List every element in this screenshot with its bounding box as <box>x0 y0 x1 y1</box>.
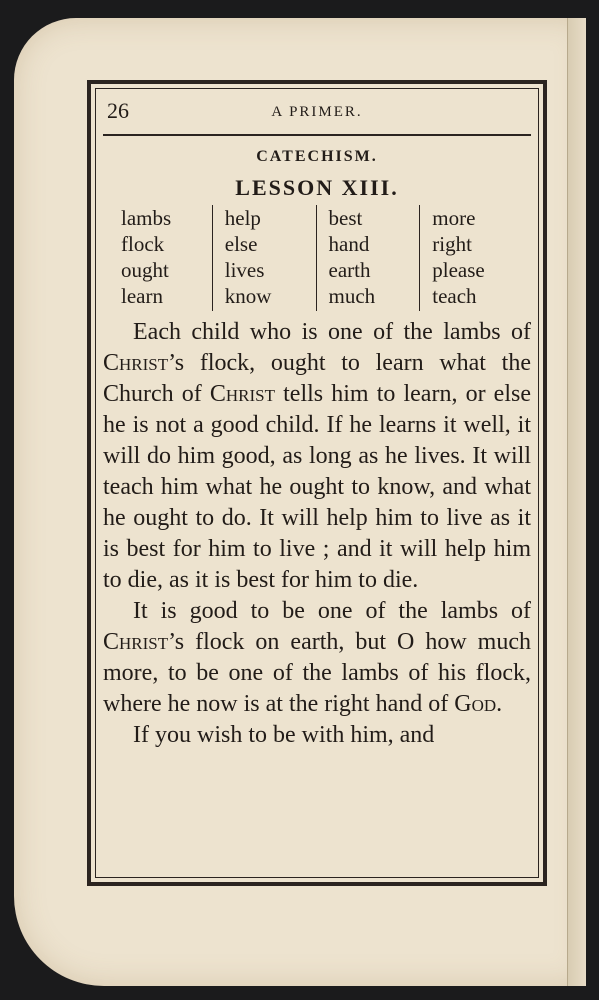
word: hand <box>328 232 370 256</box>
word: right <box>432 232 472 256</box>
word: lambs <box>121 206 172 230</box>
word-column <box>212 205 316 311</box>
word: much <box>328 284 376 308</box>
word: earth <box>328 258 371 282</box>
word: flock <box>121 232 165 256</box>
next-page-edge <box>567 18 586 986</box>
lesson-body <box>103 317 531 751</box>
word: more <box>432 206 476 230</box>
word-column <box>419 205 523 311</box>
paragraph: If you wish to be with him, and <box>133 722 435 748</box>
word-column <box>316 205 420 311</box>
word: teach <box>432 284 477 308</box>
word: know <box>224 284 272 308</box>
word: learn <box>121 284 163 308</box>
word: help <box>224 206 261 230</box>
paragraph: It is good to be one of the lambs of Christ’s flock on earth, but O how much more, to be one of the lambs of his flock, where he now is at the right hand of God. <box>103 598 531 717</box>
spelling-word-table <box>113 205 523 311</box>
word: ought <box>121 258 169 282</box>
word: lives <box>224 258 265 282</box>
paragraph: Each child who is one of the lambs of Christ’s flock, ought to learn what the Church of Christ tells him to learn, or else he is not a good child. If he learns it well, it will do him good, as long as he lives. It will teach him what he ought to know, and what he ought to do. It will help him to live as it is best for him to live ; and it will help him to die, as it is best for him to die. <box>103 319 531 593</box>
page-number: 26 <box>107 98 129 123</box>
running-head: A PRIMER. <box>271 104 363 120</box>
word: please <box>432 258 485 282</box>
page-header <box>103 96 531 136</box>
word-column <box>113 205 212 311</box>
section-title: CATECHISM. <box>256 148 378 165</box>
word: else <box>224 232 258 256</box>
lesson-title: LESSON XIII. <box>235 175 399 200</box>
word: best <box>328 206 363 230</box>
